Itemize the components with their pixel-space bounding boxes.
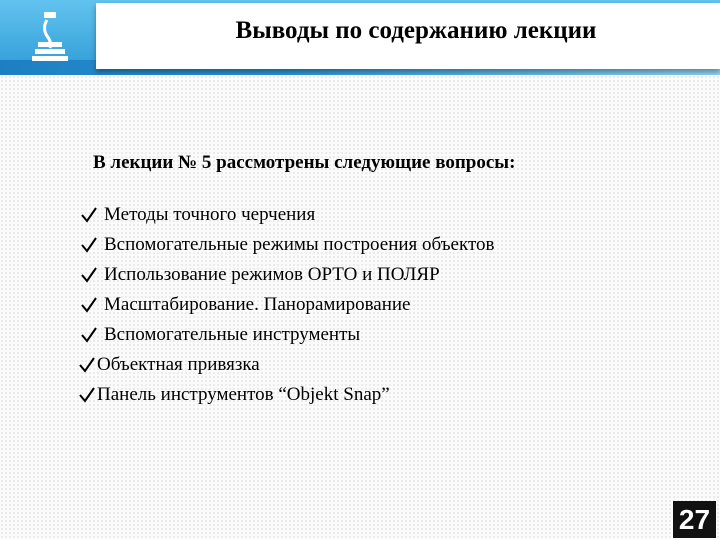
list-item [80, 264, 440, 286]
checkmark-icon [78, 386, 96, 404]
list-item-label: Панель инструментов “Objekt Snap” [97, 384, 390, 405]
list-item [78, 354, 260, 376]
list-item-label: Объектная привязка [97, 354, 260, 375]
list-item [78, 384, 390, 406]
list-item-label: Вспомогательные инструменты [104, 324, 361, 345]
checkmark-icon [80, 236, 98, 254]
checkmark-icon [80, 206, 98, 224]
list-item-label: Методы точного черчения [104, 204, 316, 225]
list-item-label: Вспомогательные режимы построения объектов [104, 234, 495, 255]
list-item [80, 204, 315, 226]
list-item [80, 324, 360, 346]
checkmark-icon [80, 266, 98, 284]
page-number: 27 [673, 501, 716, 538]
page-title: Выводы по содержанию лекции [235, 17, 597, 44]
checkmark-icon [80, 326, 98, 344]
checkmark-icon [78, 356, 96, 374]
content-subtitle: В лекции № 5 рассмотрены следующие вопросы: [93, 152, 516, 173]
checkmark-icon [80, 296, 98, 314]
list-item [80, 234, 495, 256]
list-item-label: Масштабирование. Панорамирование [104, 294, 411, 315]
list-item [80, 294, 411, 316]
list-item-label: Использование режимов ОРТО и ПОЛЯР [104, 264, 440, 285]
